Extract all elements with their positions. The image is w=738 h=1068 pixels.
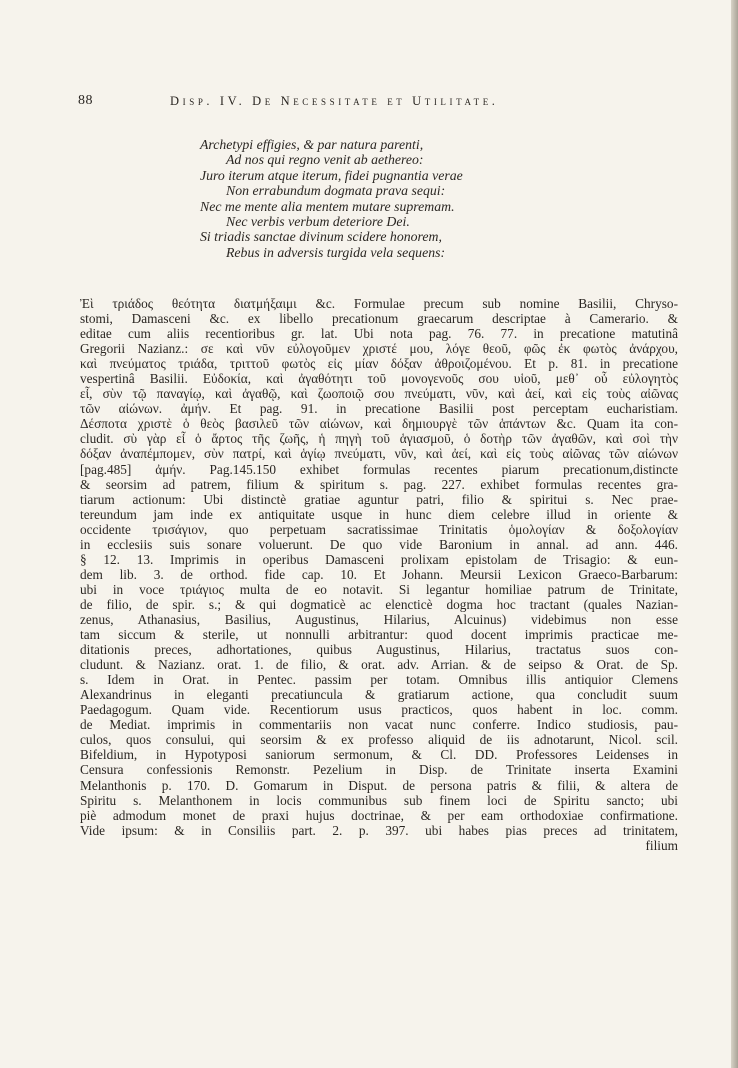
prose-line: Censura confessionis Remonstr. Pezelium in Disp. de Trinitate inserta Examini (80, 762, 678, 778)
prose-line: Vide ipsum: & in Consiliis part. 2. p. 397. ubi habes pias preces ad trinitatem, (80, 822, 678, 838)
prose-line: occidente τρισάγιον, quo perpetuam sacratissimae Trinitatis ὁμολογίαν & δοξολογίαν (80, 521, 678, 537)
verse-line: Rebus in adversis turgida vela sequens: (226, 244, 446, 260)
verse-line: Si triadis sanctae divinum scidere honorem, (200, 229, 442, 245)
prose-line: § 12. 13. Imprimis in operibus Damasceni prolixam epistolam de Trisagio: & eun- (80, 551, 678, 567)
prose-line: ditationis preces, adhortationes, quibus Augustinus, Hilarius, tractatus suos con- (80, 642, 678, 658)
verse-block (200, 137, 620, 260)
prose-line: dem lib. 3. de orthod. fide cap. 10. Et Johann. Meursii Lexicon Graeco-Barbarum: (80, 566, 678, 582)
prose-line: Bifeldium, in Hypotyposi saniorum sermonum, & Cl. DD. Professores Leidenses in (80, 747, 678, 763)
prose-line: stomi, Damasceni &c. ex libello precationum graecarum descriptae à Camerario. & (80, 311, 678, 327)
prose-line: de Mediat. imprimis in commentariis non vacat nunc conferre. Indico studiosis, pau- (80, 717, 678, 733)
prose-line: editae cum aliis recentioribus gr. lat. Ubi nota pag. 76. 77. in precatione matutinâ (80, 326, 678, 342)
running-head: Disp. IV. De Necessitate et Utilitate. (170, 94, 499, 108)
prose-line: Melanthonis p. 170. D. Gomarum in Disput. de persona patris & filii, & altera de (80, 777, 678, 793)
prose-line: vespertinâ Basilii. Εὐδοκία, καὶ ἀγαθότητι τοῦ μονογενοῦς σου υἱοῦ, μεθ᾽ οὗ εὐλογητὸς (80, 371, 678, 387)
verse-line: Juro iterum atque iterum, fidei pugnantia verae (200, 167, 463, 183)
prose-line: Ἐὶ τριάδος θεότητα διατμήξαιμι &c. Formulae precum sub nomine Basilii, Chryso- (80, 296, 678, 311)
prose-line: Paedagogum. Quam vide. Recentiorum usus practicos, quos habent in loc. comm. (80, 702, 678, 718)
prose-line: [pag.485] ἀμήν. Pag.145.150 exhibet formulas recentes piarum precationum,distincte (80, 461, 678, 477)
prose-block (80, 296, 678, 853)
prose-line: filium (645, 837, 678, 853)
verse-line: Archetypi effigies, & par natura parenti, (200, 137, 424, 152)
prose-line: piè admodum monet de praxi hujus doctrinae, & per eam orthodoxiae confirmatione. (80, 807, 678, 823)
verse-line: Ad nos qui regno venit ab aethereo: (226, 152, 424, 168)
prose-line: Spiritu s. Melanthonem in locis communibus sub finem loci de Spiritu sancto; ubi (80, 792, 678, 808)
verse-line: Non errabundum dogmata prava sequi: (226, 183, 446, 199)
prose-line: s. Idem in Orat. in Pentec. passim per totam. Omnibus illis antiquior Clemens (80, 672, 678, 688)
prose-line: ubi in voce τριάγιος multa de eo notavit. Si legantur homiliae patrum de Trinitate, (80, 581, 678, 597)
prose-line: tam siccum & sterile, ut nonnulli arbitrantur: quod docent imprimis practicae me- (80, 627, 678, 643)
prose-line: tiarum actionum: Ubi distinctè gratiae aguntur patri, filio & spiritui s. Nec prae- (80, 491, 678, 507)
prose-line: culos, quos consului, qui seorsim & ex professo aliquid de iis adnotarunt, Nicol. scil. (80, 732, 678, 748)
page-number: 88 (78, 93, 93, 108)
prose-line: δόξαν ἀναπέμπομεν, σὺν πατρί, καὶ ἁγίῳ πνεύματι, νῦν, καὶ ἀεί, καὶ εἰς τοὺς αἰῶνας τῶν αἰώνων (80, 446, 678, 462)
prose-line: καὶ πνεύματος τριάδα, τριττοῦ φωτὸς εἰς μίαν δόξαν ἀθροιζομένου. Et p. 81. in precatione (80, 356, 678, 372)
prose-line: εἶ, σὺν τῷ παναγίῳ, καὶ ἀγαθῷ, καὶ ζωοποιῷ σου πνεύματι, νῦν, καὶ ἀεί, καὶ εἰς τοὺς αἰῶνας (80, 386, 678, 402)
prose-line: Gregorii Nazianz.: σε καὶ νῦν εὐλογοῦμεν χριστέ μου, λόγε θεοῦ, φῶς ἐκ φωτὸς ἀνάρχου, (80, 341, 678, 357)
prose-line: τῶν αἰώνων. ἀμήν. Et pag. 91. in precatione Basilii post perceptam eucharistiam. (80, 401, 678, 417)
prose-line: in ecclesiis suis sonare voluerunt. De quo vide Baronium in annal. ad ann. 446. (80, 536, 678, 552)
prose-line: & seorsim ad patrem, filium & spiritum s. pag. 227. exhibet formulas recentes gra- (80, 476, 678, 492)
prose-line: cludit. σὺ γὰρ εἶ ὁ ἄρτος τῆς ζωῆς, ἡ πηγὴ τοῦ ἁγιασμοῦ, ὁ δοτὴρ τῶν ἀγαθῶν, καὶ σοὶ τὴν (80, 431, 678, 447)
prose-line: Alexandrinus in eleganti precatiuncula & gratiarum actione, qua concludit suum (80, 687, 678, 703)
prose-line: zenus, Athanasius, Basilius, Augustinus, Hilarius, Alcuinus) videbimus non esse (80, 611, 678, 627)
verse-line: Nec verbis verbum deteriore Dei. (226, 214, 410, 230)
book-spine-edge (731, 0, 738, 1068)
prose-line: cludunt. & Nazianz. orat. 1. de filio, & orat. adv. Arrian. & de seipso & Orat. de Sp. (80, 657, 678, 673)
prose-line: de filio, de spir. s.; & qui dogmaticè ac elencticè dogma hoc tractant (quales Nazian- (80, 596, 678, 612)
verse-line: Nec me mente alia mentem mutare supremam. (200, 198, 455, 214)
prose-line: tereundum jam inde ex antiquitate usque in hunc diem celebre illud in oriente & (80, 506, 678, 522)
prose-line: Δέσποτα χριστὲ ὁ θεὸς βασιλεῦ τῶν αἰώνων, καὶ δημιουργὲ τῶν ἁπάντων &c. Quam ita con- (80, 416, 678, 432)
